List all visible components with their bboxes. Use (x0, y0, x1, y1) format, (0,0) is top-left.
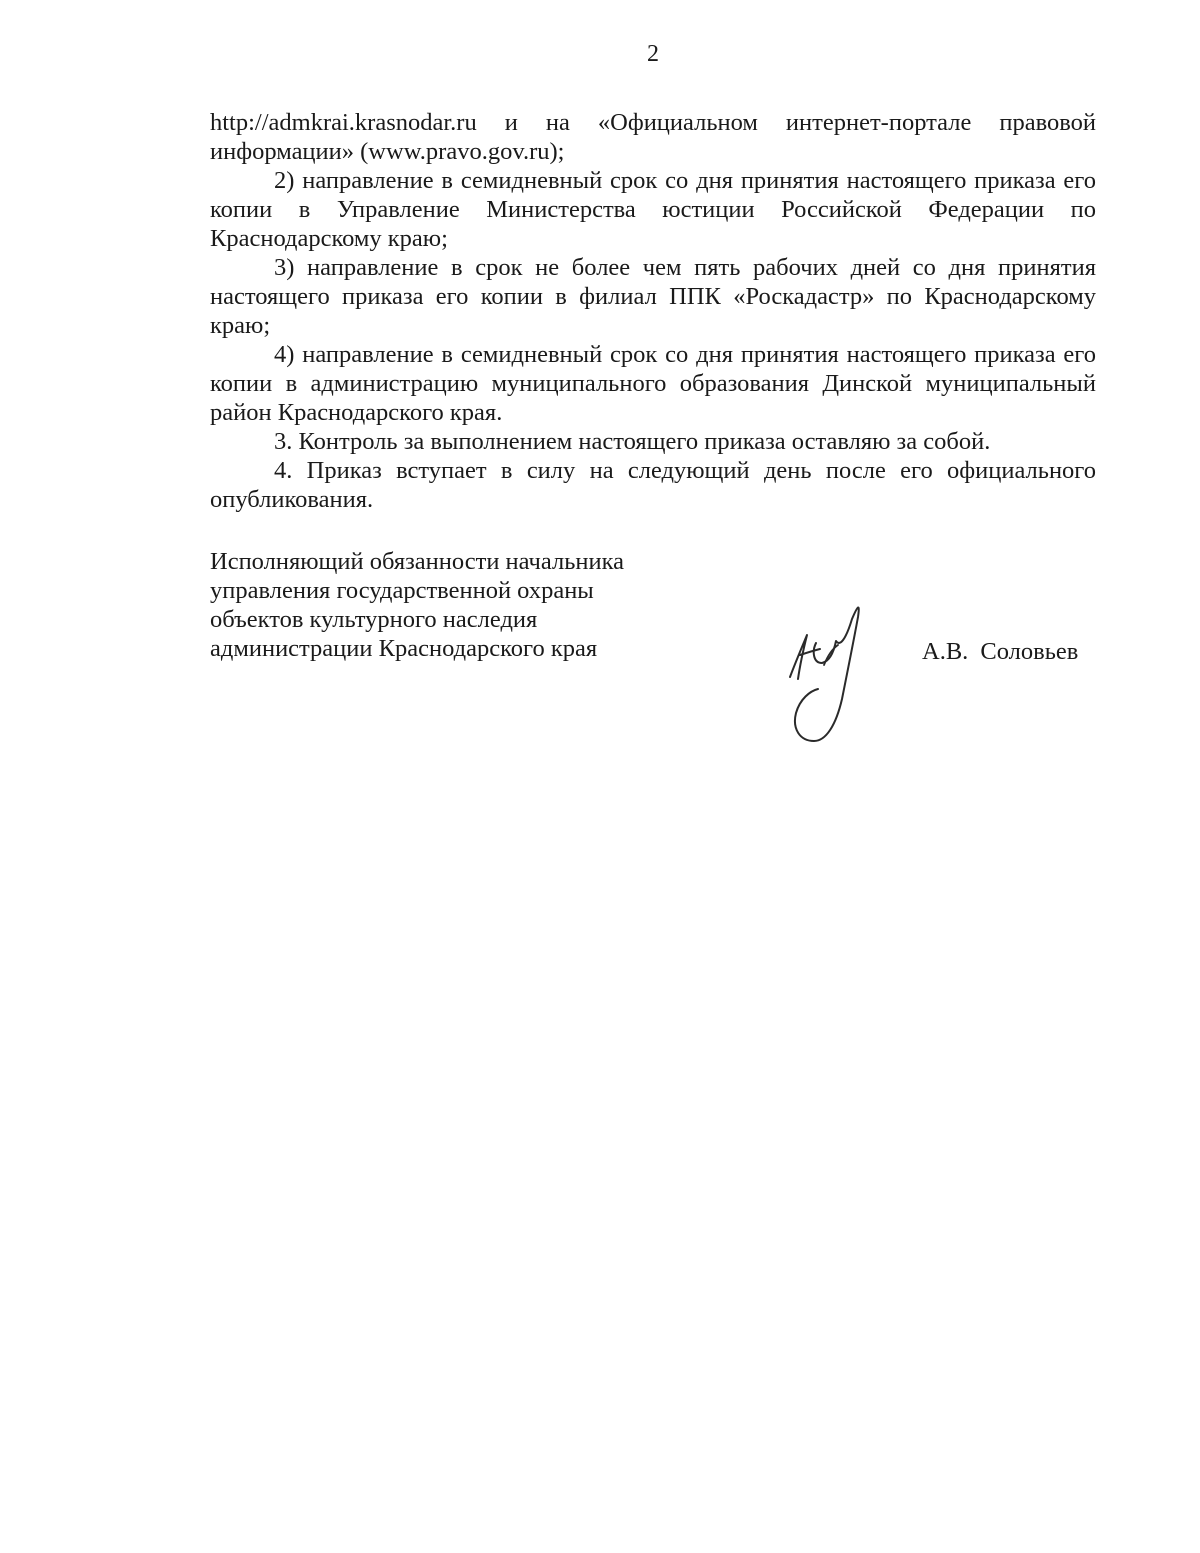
paragraph: 3) направление в срок не более чем пять рабочих дней со дня принятия настоящего приказа его копии в филиал ППК «Роскадастр» по Краснодарскому краю; (210, 254, 1096, 339)
handwritten-signature (770, 599, 880, 749)
paragraph: http://admkrai.krasnodar.ru и на «Официальном интернет-портале правовой информации» (www.pravo.gov.ru); (210, 109, 1096, 165)
document-body (210, 108, 1096, 514)
signer-position-line: управления государственной охраны (210, 577, 594, 604)
signer-position-line: объектов культурного наследия (210, 606, 538, 633)
signer-position-line: администрации Краснодарского края (210, 635, 598, 662)
signature-block (210, 547, 1090, 757)
paragraph: 4. Приказ вступает в силу на следующий день после его официального опубликования. (210, 457, 1096, 513)
paragraph: 4) направление в семидневный срок со дня принятия настоящего приказа его копии в администрацию муниципального образования Динской муниципальный район Краснодарского края. (210, 341, 1096, 426)
signer-position (210, 547, 624, 663)
signer-position-line: Исполняющий обязанности начальника (210, 548, 624, 575)
signer-name: А.В. Соловьев (922, 638, 1079, 665)
page-number: 2 (647, 41, 659, 67)
paragraph: 2) направление в семидневный срок со дня принятия настоящего приказа его копии в Управление Министерства юстиции Российской Федерации по Краснодарскому краю; (210, 167, 1096, 252)
paragraph: 3. Контроль за выполнением настоящего приказа оставляю за собой. (274, 428, 991, 455)
